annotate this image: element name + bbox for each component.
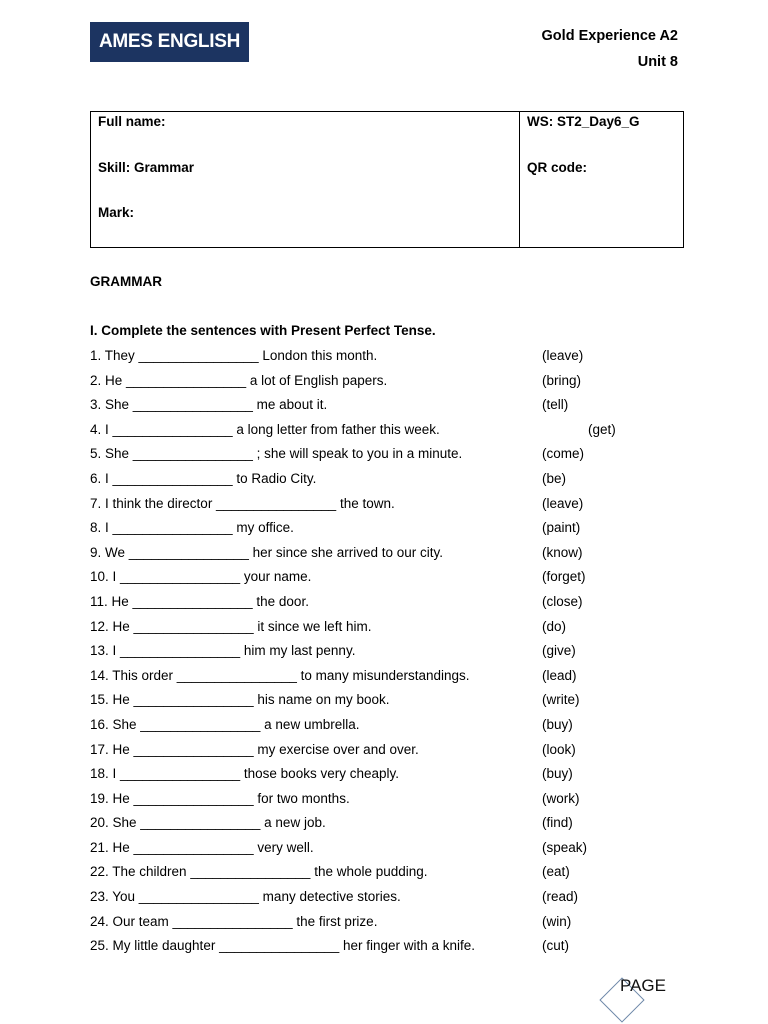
exercise-item [90, 861, 650, 886]
skill-label: Skill: Grammar [98, 159, 195, 175]
exercise-verb: (lead) [542, 667, 577, 683]
exercise-item [90, 468, 650, 493]
exercise-verb: (buy) [542, 766, 573, 782]
exercise-sentence: 13. I ________________ him my last penny. [90, 643, 356, 659]
full-name-label: Full name: [98, 114, 166, 129]
exercise-sentence: 3. She ________________ me about it. [90, 397, 328, 413]
course-header [542, 23, 678, 75]
exercise-sentence: 21. He ________________ very well. [90, 839, 314, 855]
exercise-verb: (look) [542, 741, 576, 757]
exercise-sentence: 18. I ________________ those books very cheaply. [90, 766, 399, 782]
exercise-item [90, 763, 650, 788]
exercise-verb: (eat) [542, 864, 570, 880]
exercise-verb: (get) [588, 421, 616, 437]
exercise-item [90, 394, 650, 419]
exercise-item [90, 935, 650, 960]
section-title: GRAMMAR [90, 274, 162, 289]
exercise-sentence: 5. She ________________ ; she will speak to you in a minute. [90, 446, 463, 462]
exercise-sentence: 23. You ________________ many detective stories. [90, 889, 401, 905]
exercise-item [90, 689, 650, 714]
logo [90, 22, 249, 62]
info-right-column [520, 112, 683, 247]
exercise-sentence: 22. The children ________________ the whole pudding. [90, 864, 428, 880]
exercise-item [90, 886, 650, 911]
exercise-item [90, 812, 650, 837]
exercise-verb: (read) [542, 889, 579, 905]
exercise-verb: (speak) [542, 839, 588, 855]
exercise-verb: (buy) [542, 716, 573, 732]
exercise-item [90, 640, 650, 665]
exercise-item [90, 739, 650, 764]
task-title: I. Complete the sentences with Present Perfect Tense. [90, 323, 436, 338]
exercise-item [90, 616, 650, 641]
exercise-verb: (win) [542, 913, 572, 929]
exercise-sentence: 2. He ________________ a lot of English papers. [90, 372, 388, 388]
exercise-item [90, 714, 650, 739]
exercise-sentence: 11. He ________________ the door. [90, 593, 309, 609]
exercise-sentence: 12. He ________________ it since we left him. [90, 618, 372, 634]
exercise-verb: (leave) [542, 495, 584, 511]
page-logo [600, 976, 666, 1024]
mark-label: Mark: [98, 205, 135, 220]
exercise-item [90, 542, 650, 567]
exercise-verb: (be) [542, 470, 567, 486]
exercise-item [90, 517, 650, 542]
exercise-verb: (leave) [542, 348, 584, 363]
exercise-verb: (find) [542, 815, 573, 831]
logo-text: AMES ENGLISH [98, 31, 241, 52]
exercise-item [90, 591, 650, 616]
info-left-column [91, 112, 520, 247]
exercise-verb: (do) [542, 618, 567, 634]
exercise-sentence: 16. She ________________ a new umbrella. [90, 716, 360, 732]
qr-code-label: QR code: [527, 159, 588, 175]
exercise-item [90, 911, 650, 936]
exercise-verb: (write) [542, 692, 580, 708]
student-info-box [90, 111, 684, 248]
exercise-item [90, 345, 650, 370]
exercise-item [90, 837, 650, 862]
exercise-sentence: 1. They ________________ London this month. [90, 348, 378, 363]
exercise-verb: (tell) [542, 397, 569, 413]
exercise-sentence: 19. He ________________ for two months. [90, 790, 350, 806]
exercise-sentence: 25. My little daughter ________________ her finger with a knife. [90, 938, 476, 954]
exercise-verb: (close) [542, 593, 583, 609]
exercise-verb: (know) [542, 544, 583, 560]
exercise-verb: (paint) [542, 520, 581, 536]
exercise-item [90, 788, 650, 813]
exercise-verb: (give) [542, 643, 576, 659]
exercise-verb: (forget) [542, 569, 586, 585]
exercise-sentence: 7. I think the director ________________ the town. [90, 495, 395, 511]
exercise-item [90, 443, 650, 468]
course-title: Gold Experience A2 [541, 28, 678, 44]
exercise-item [90, 493, 650, 518]
exercise-item [90, 370, 650, 395]
worksheet-code: WS: ST2_Day6_G [527, 114, 640, 129]
unit-label: Unit 8 [637, 54, 678, 70]
page-label: PAGE [620, 976, 666, 995]
exercise-sentence: 17. He ________________ my exercise over and over. [90, 741, 419, 757]
exercise-sentence: 14. This order ________________ to many misunderstandings. [90, 667, 470, 683]
exercise-sentence: 15. He ________________ his name on my book. [90, 692, 390, 708]
exercise-verb: (bring) [542, 372, 582, 388]
exercise-list [90, 345, 650, 960]
exercise-sentence: 24. Our team ________________ the first prize. [90, 913, 378, 929]
exercise-sentence: 10. I ________________ your name. [90, 569, 312, 585]
exercise-sentence: 9. We ________________ her since she arrived to our city. [90, 544, 443, 560]
exercise-verb: (work) [542, 790, 580, 806]
exercise-sentence: 6. I ________________ to Radio City. [90, 470, 317, 486]
exercise-verb: (come) [542, 446, 585, 462]
exercise-sentence: 8. I ________________ my office. [90, 520, 294, 536]
exercise-item [90, 419, 650, 444]
exercise-sentence: 4. I ________________ a long letter from father this week. [90, 421, 440, 437]
exercise-item [90, 566, 650, 591]
exercise-verb: (cut) [542, 938, 569, 954]
exercise-item [90, 665, 650, 690]
exercise-sentence: 20. She ________________ a new job. [90, 815, 326, 831]
